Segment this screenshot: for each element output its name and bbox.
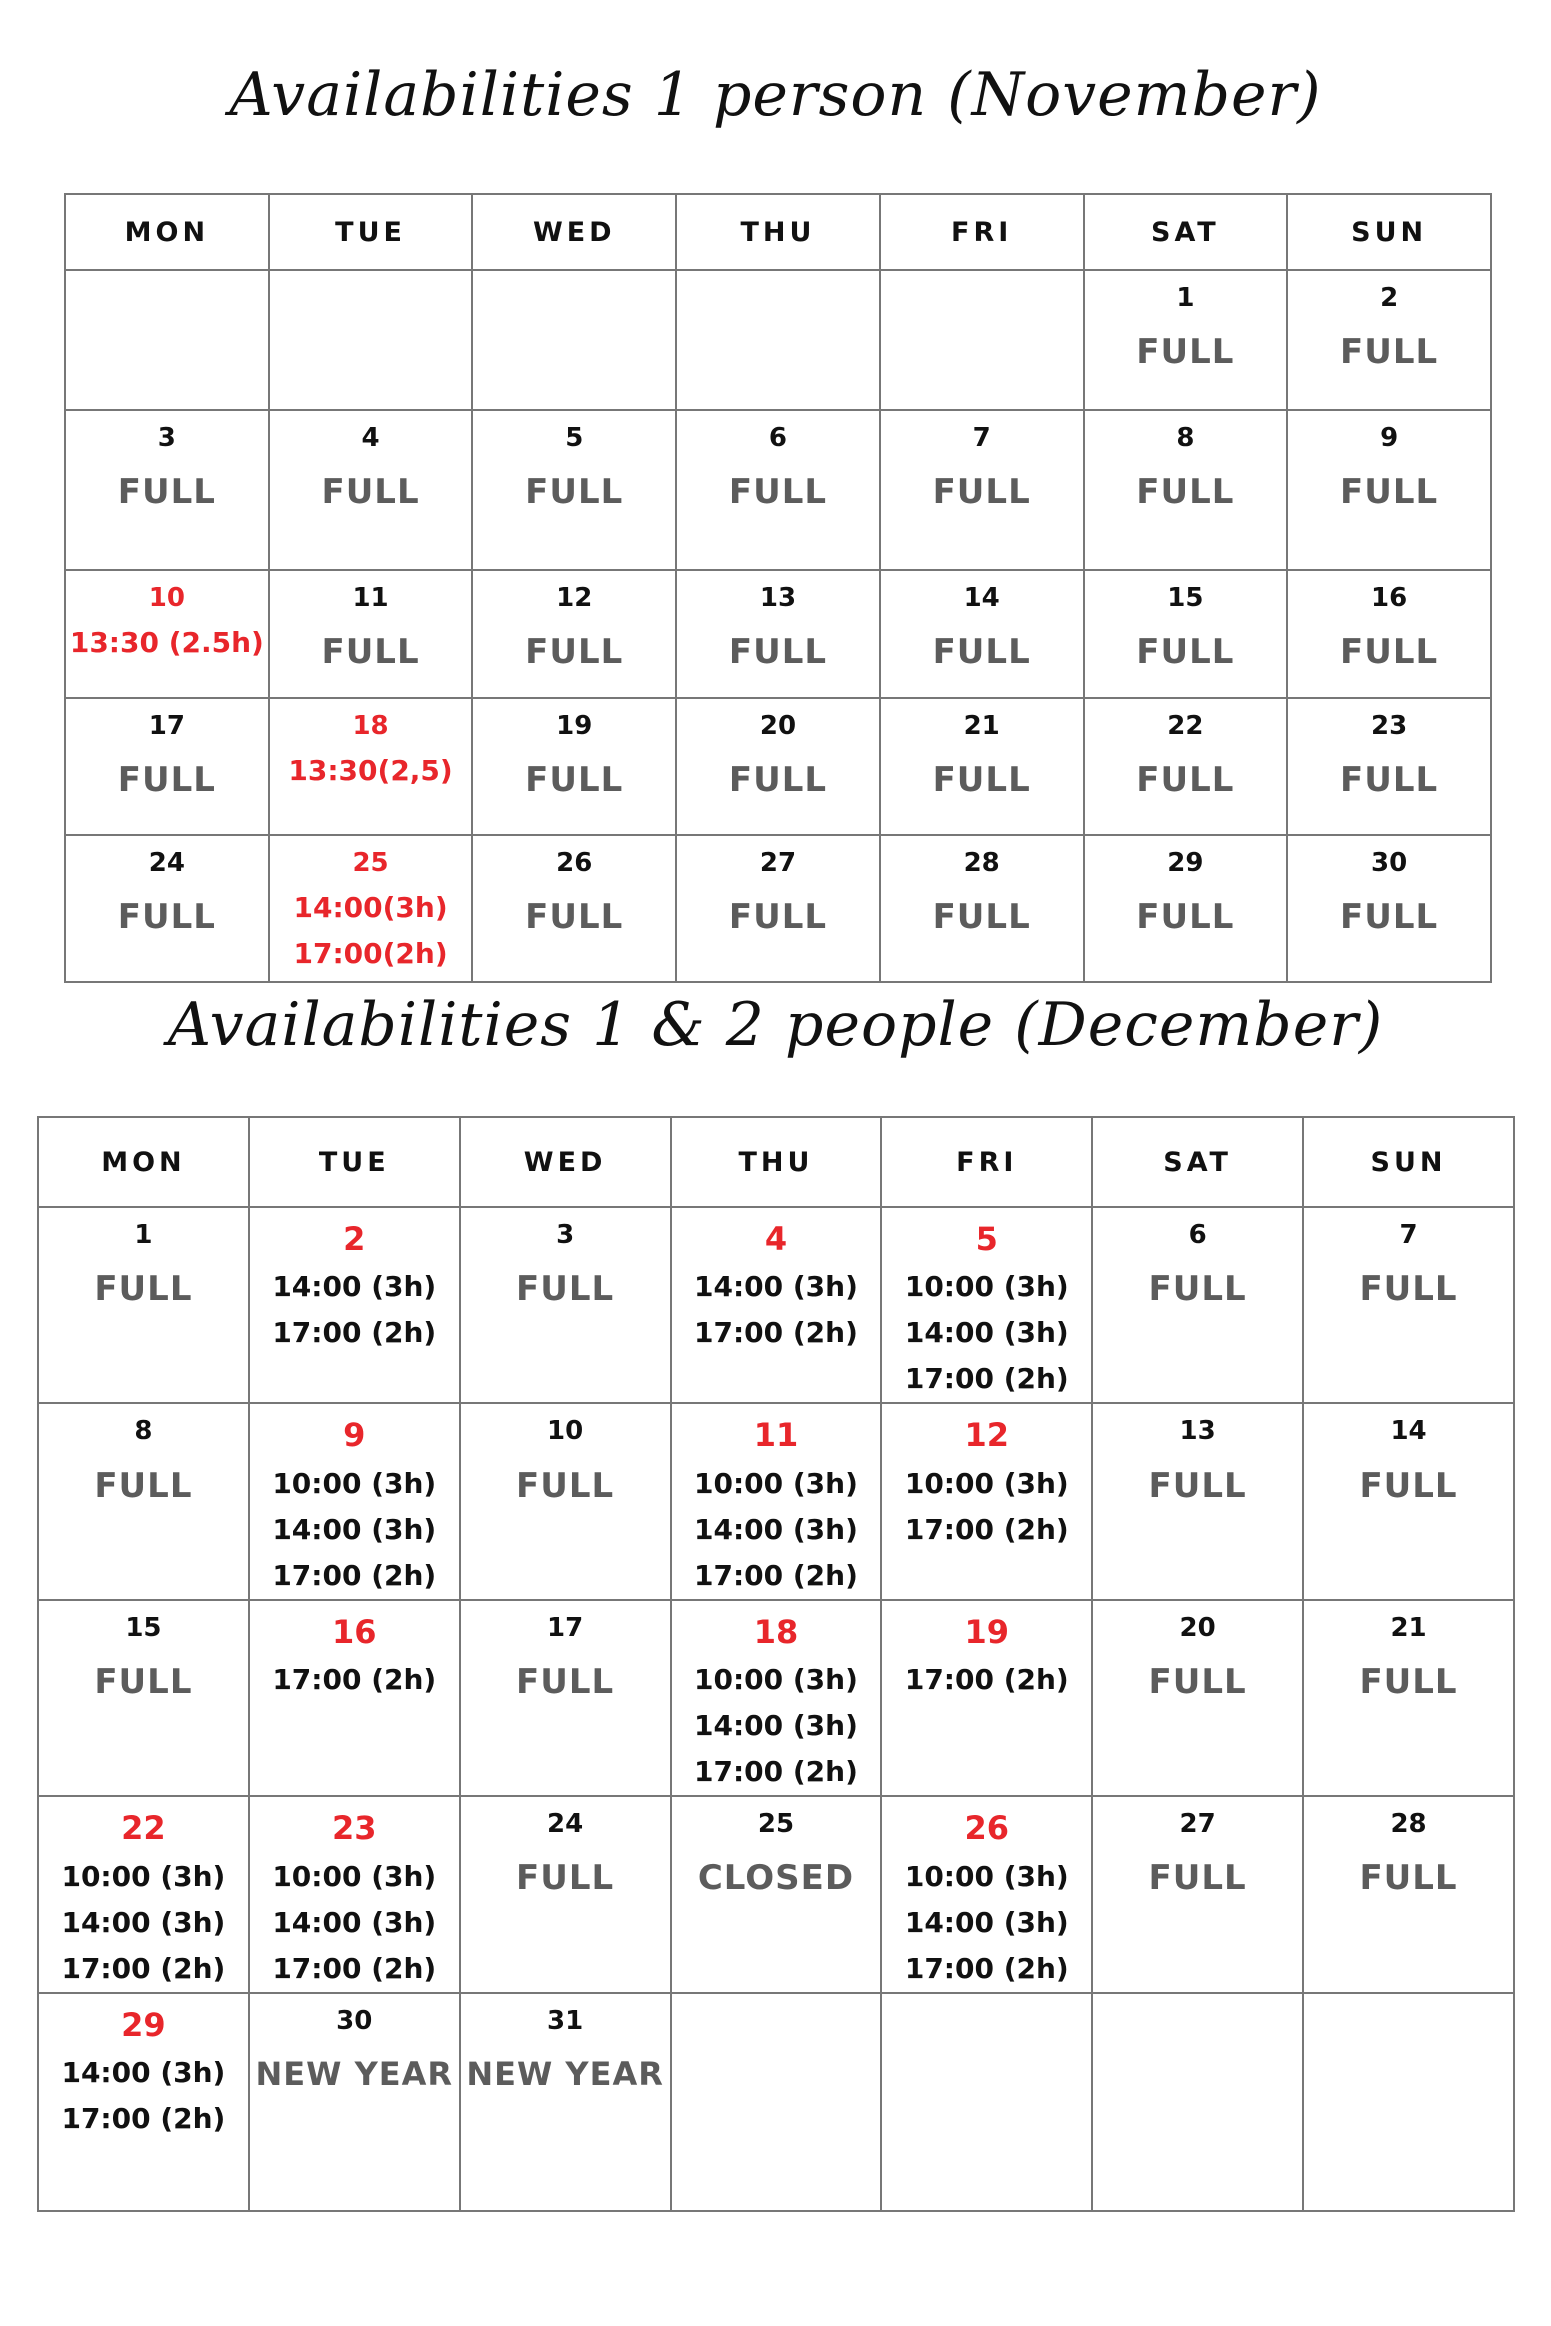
day-cell bbox=[269, 698, 473, 835]
week-row bbox=[65, 410, 1491, 570]
day-number: 20 bbox=[759, 711, 797, 741]
empty-day-cell bbox=[65, 270, 269, 410]
time-slot: 10:00 (3h) bbox=[904, 1466, 1069, 1500]
availability-status: FULL bbox=[525, 632, 624, 673]
availability-status: FULL bbox=[94, 1465, 193, 1506]
day-cell bbox=[880, 570, 1084, 698]
availability-status: FULL bbox=[1148, 1269, 1247, 1310]
day-cell bbox=[249, 1207, 460, 1403]
time-slot: 14:00 (3h) bbox=[904, 1316, 1069, 1350]
day-number: 19 bbox=[964, 1612, 1010, 1651]
day-number: 5 bbox=[975, 1220, 998, 1258]
availability-status: FULL bbox=[525, 760, 624, 801]
day-cell bbox=[671, 1600, 882, 1796]
availability-status: FULL bbox=[1359, 1858, 1458, 1899]
day-cell bbox=[881, 1207, 1092, 1403]
time-slot: 14:00 (3h) bbox=[904, 1905, 1069, 1939]
day-number: 10 bbox=[148, 583, 185, 613]
availability-status: FULL bbox=[932, 897, 1031, 938]
time-slot: 14:00 (3h) bbox=[694, 1512, 858, 1546]
day-number: 7 bbox=[972, 423, 991, 453]
week-row bbox=[65, 270, 1491, 410]
availability-status: FULL bbox=[1136, 760, 1235, 801]
day-cell bbox=[1303, 1403, 1514, 1599]
weekday-header: FRI bbox=[880, 194, 1084, 270]
day-number: 15 bbox=[1167, 583, 1204, 613]
day-cell bbox=[472, 570, 676, 698]
day-cell bbox=[460, 1796, 671, 1992]
time-slot: 17:00 (2h) bbox=[272, 1558, 437, 1592]
time-slot: 14:00 (3h) bbox=[272, 1905, 437, 1939]
day-number: 4 bbox=[764, 1220, 788, 1258]
time-slot-list bbox=[250, 1461, 459, 1599]
day-cell bbox=[1084, 570, 1288, 698]
availability-status: FULL bbox=[1148, 1661, 1247, 1702]
day-cell bbox=[65, 410, 269, 570]
time-slot: 14:00 (3h) bbox=[272, 1512, 437, 1546]
day-cell bbox=[1287, 835, 1491, 982]
day-number: 6 bbox=[1188, 1220, 1207, 1250]
availability-status: FULL bbox=[1148, 1465, 1247, 1506]
day-cell bbox=[1287, 570, 1491, 698]
time-slot: 17:00 (2h) bbox=[904, 1663, 1069, 1697]
time-slot-list bbox=[672, 1461, 881, 1599]
week-row bbox=[38, 1796, 1514, 1992]
time-slot: 14:00 (3h) bbox=[272, 1270, 437, 1304]
time-slot-list bbox=[250, 1264, 459, 1356]
time-slot: 17:00 (2h) bbox=[61, 1951, 226, 1985]
day-number: 1 bbox=[1176, 283, 1195, 313]
day-cell bbox=[38, 1403, 249, 1599]
day-number: 2 bbox=[343, 1220, 366, 1258]
availability-status: FULL bbox=[1359, 1465, 1458, 1506]
day-number: 30 bbox=[1371, 848, 1408, 878]
weekday-header: MON bbox=[38, 1117, 249, 1207]
day-cell bbox=[1303, 1207, 1514, 1403]
day-number: 23 bbox=[332, 1809, 377, 1848]
day-cell bbox=[65, 698, 269, 835]
availability-status: FULL bbox=[1340, 332, 1439, 373]
day-number: 19 bbox=[556, 711, 593, 741]
availability-status: FULL bbox=[932, 760, 1031, 801]
december-calendar bbox=[37, 1116, 1515, 2212]
availability-status: FULL bbox=[525, 897, 624, 938]
day-cell bbox=[1084, 835, 1288, 982]
availability-status: FULL bbox=[1136, 472, 1235, 513]
day-cell bbox=[38, 1600, 249, 1796]
day-cell bbox=[880, 698, 1084, 835]
time-slot: 17:00 (2h) bbox=[694, 1558, 858, 1592]
day-cell bbox=[881, 1600, 1092, 1796]
day-cell bbox=[65, 835, 269, 982]
day-number: 25 bbox=[757, 1809, 795, 1840]
time-slot-list bbox=[250, 1854, 459, 1992]
day-number: 22 bbox=[1167, 711, 1204, 741]
availability-status: FULL bbox=[516, 1858, 615, 1899]
week-row bbox=[38, 1993, 1514, 2211]
weekday-header: WED bbox=[472, 194, 676, 270]
day-number: 14 bbox=[963, 583, 1000, 613]
day-number: 26 bbox=[964, 1809, 1010, 1848]
day-cell bbox=[269, 570, 473, 698]
day-number: 12 bbox=[964, 1416, 1010, 1455]
day-cell bbox=[38, 1207, 249, 1403]
weekday-header: THU bbox=[676, 194, 880, 270]
day-cell bbox=[1092, 1207, 1303, 1403]
availability-status: FULL bbox=[117, 760, 216, 801]
time-slot: 17:00 (2h) bbox=[904, 1951, 1069, 1985]
day-number: 5 bbox=[565, 423, 584, 453]
day-cell bbox=[472, 410, 676, 570]
weekday-header: FRI bbox=[881, 1117, 1092, 1207]
day-cell bbox=[1092, 1403, 1303, 1599]
day-number: 27 bbox=[1179, 1809, 1216, 1840]
week-row bbox=[65, 570, 1491, 698]
weekday-header: WED bbox=[460, 1117, 671, 1207]
time-slot: 10:00 (3h) bbox=[694, 1663, 858, 1697]
time-slot-list bbox=[882, 1657, 1091, 1703]
day-cell bbox=[460, 1600, 671, 1796]
availability-status: FULL bbox=[1136, 632, 1235, 673]
time-slot: 10:00 (3h) bbox=[272, 1859, 437, 1893]
weekday-header: SAT bbox=[1092, 1117, 1303, 1207]
day-number: 7 bbox=[1399, 1220, 1418, 1250]
week-row bbox=[38, 1403, 1514, 1599]
day-number: 6 bbox=[768, 423, 787, 453]
day-cell bbox=[249, 1600, 460, 1796]
day-cell bbox=[1084, 270, 1288, 410]
day-number: 3 bbox=[157, 423, 176, 453]
day-cell bbox=[676, 698, 880, 835]
day-number: 4 bbox=[361, 423, 380, 453]
day-number: 29 bbox=[121, 2005, 166, 2044]
availability-status: FULL bbox=[1340, 760, 1439, 801]
availability-status: FULL bbox=[932, 472, 1031, 513]
day-cell bbox=[1287, 410, 1491, 570]
day-number: 13 bbox=[1179, 1416, 1216, 1447]
day-cell bbox=[38, 1993, 249, 2211]
november-calendar bbox=[64, 193, 1492, 983]
day-number: 9 bbox=[1380, 423, 1399, 453]
day-number: 18 bbox=[352, 711, 389, 741]
time-slot: 17:00 (2h) bbox=[272, 1663, 437, 1697]
day-number: 13 bbox=[759, 583, 797, 613]
day-number: 28 bbox=[1390, 1809, 1427, 1840]
day-cell bbox=[249, 1403, 460, 1599]
availability-status: FULL bbox=[1136, 332, 1235, 373]
week-row bbox=[38, 1207, 1514, 1403]
time-slot: 14:00(3h) bbox=[293, 891, 448, 925]
availability-status: FULL bbox=[1340, 632, 1439, 673]
time-slot-list bbox=[270, 748, 472, 794]
time-slot: 17:00 (2h) bbox=[272, 1951, 437, 1985]
time-slot: 17:00 (2h) bbox=[694, 1755, 858, 1789]
availability-status: CLOSED bbox=[697, 1858, 855, 1899]
time-slot: 10:00 (3h) bbox=[694, 1466, 858, 1500]
day-number: 20 bbox=[1179, 1612, 1216, 1643]
empty-day-cell bbox=[1092, 1993, 1303, 2211]
availability-status: FULL bbox=[728, 632, 828, 673]
day-cell bbox=[1092, 1796, 1303, 1992]
time-slot: 14:00 (3h) bbox=[694, 1270, 858, 1304]
day-cell bbox=[1303, 1600, 1514, 1796]
day-number: 21 bbox=[1390, 1612, 1427, 1643]
weekday-header: SUN bbox=[1303, 1117, 1514, 1207]
availability-status: FULL bbox=[728, 472, 828, 513]
time-slot-list bbox=[66, 620, 268, 666]
time-slot-list bbox=[39, 2050, 248, 2142]
time-slot-list bbox=[882, 1264, 1091, 1402]
time-slot: 17:00 (2h) bbox=[272, 1316, 437, 1350]
week-row bbox=[38, 1600, 1514, 1796]
day-number: 17 bbox=[148, 711, 185, 741]
day-cell bbox=[1084, 698, 1288, 835]
november-title: Availabilities 1 person (November) bbox=[229, 60, 1322, 130]
weekday-header: SAT bbox=[1084, 194, 1288, 270]
day-cell bbox=[880, 835, 1084, 982]
empty-day-cell bbox=[671, 1993, 882, 2211]
availability-status: NEW YEAR bbox=[466, 2054, 664, 2093]
weekday-header: TUE bbox=[249, 1117, 460, 1207]
day-cell bbox=[472, 835, 676, 982]
empty-day-cell bbox=[472, 270, 676, 410]
day-cell bbox=[676, 570, 880, 698]
day-number: 16 bbox=[1371, 583, 1408, 613]
availability-status: FULL bbox=[117, 472, 216, 513]
time-slot-list bbox=[270, 885, 472, 977]
day-cell bbox=[676, 410, 880, 570]
day-cell bbox=[1287, 270, 1491, 410]
day-number: 29 bbox=[1167, 848, 1204, 878]
time-slot: 17:00 (2h) bbox=[61, 2101, 226, 2135]
time-slot: 14:00 (3h) bbox=[61, 1905, 226, 1939]
day-number: 14 bbox=[1390, 1416, 1427, 1447]
time-slot: 17:00 (2h) bbox=[904, 1362, 1069, 1396]
availability-status: FULL bbox=[1136, 897, 1235, 938]
day-number: 27 bbox=[759, 848, 797, 878]
availability-status: FULL bbox=[932, 632, 1031, 673]
availability-status: FULL bbox=[94, 1269, 193, 1310]
day-number: 8 bbox=[134, 1416, 153, 1447]
day-number: 17 bbox=[547, 1612, 584, 1643]
empty-day-cell bbox=[881, 1993, 1092, 2211]
weekday-header-row bbox=[38, 1117, 1514, 1207]
day-number: 15 bbox=[125, 1612, 162, 1643]
day-number: 1 bbox=[134, 1220, 153, 1250]
empty-day-cell bbox=[1303, 1993, 1514, 2211]
time-slot: 10:00 (3h) bbox=[272, 1466, 437, 1500]
time-slot: 14:00 (3h) bbox=[61, 2055, 226, 2089]
day-cell bbox=[671, 1403, 882, 1599]
day-cell bbox=[671, 1207, 882, 1403]
weekday-header: SUN bbox=[1287, 194, 1491, 270]
empty-day-cell bbox=[880, 270, 1084, 410]
time-slot: 13:30 (2.5h) bbox=[69, 626, 264, 660]
day-cell bbox=[269, 835, 473, 982]
availability-status: FULL bbox=[1340, 897, 1439, 938]
day-number: 11 bbox=[352, 583, 389, 613]
day-number: 12 bbox=[556, 583, 593, 613]
day-number: 16 bbox=[332, 1612, 377, 1651]
weekday-header: TUE bbox=[269, 194, 473, 270]
time-slot-list bbox=[250, 1657, 459, 1703]
availability-status: FULL bbox=[728, 760, 828, 801]
day-cell bbox=[38, 1796, 249, 1992]
day-number: 11 bbox=[753, 1416, 799, 1455]
day-cell bbox=[671, 1796, 882, 1992]
day-number: 18 bbox=[753, 1612, 799, 1651]
day-number: 30 bbox=[336, 2005, 373, 2036]
day-number: 2 bbox=[1380, 283, 1399, 313]
day-cell bbox=[460, 1993, 671, 2211]
day-number: 3 bbox=[556, 1220, 575, 1250]
day-number: 24 bbox=[547, 1809, 584, 1840]
day-cell bbox=[472, 698, 676, 835]
availability-status: NEW YEAR bbox=[255, 2054, 454, 2093]
availability-status: FULL bbox=[516, 1465, 615, 1506]
availability-status: FULL bbox=[1340, 472, 1439, 513]
availability-status: FULL bbox=[516, 1661, 615, 1702]
day-cell bbox=[460, 1403, 671, 1599]
day-number: 23 bbox=[1371, 711, 1408, 741]
day-cell bbox=[1092, 1600, 1303, 1796]
day-cell bbox=[1084, 410, 1288, 570]
day-number: 28 bbox=[963, 848, 1000, 878]
availability-status: FULL bbox=[516, 1269, 615, 1310]
day-number: 9 bbox=[343, 1416, 366, 1455]
day-number: 31 bbox=[547, 2005, 584, 2036]
day-number: 24 bbox=[148, 848, 185, 878]
day-number: 10 bbox=[547, 1416, 584, 1447]
day-cell bbox=[249, 1796, 460, 1992]
time-slot-list bbox=[882, 1461, 1091, 1553]
time-slot: 13:30(2,5) bbox=[288, 754, 453, 788]
day-cell bbox=[881, 1403, 1092, 1599]
time-slot: 10:00 (3h) bbox=[61, 1859, 226, 1893]
day-number: 25 bbox=[352, 848, 389, 878]
availability-status: FULL bbox=[1359, 1269, 1458, 1310]
availability-status: FULL bbox=[525, 472, 624, 513]
day-cell bbox=[676, 835, 880, 982]
time-slot: 17:00 (2h) bbox=[694, 1316, 858, 1350]
day-cell bbox=[249, 1993, 460, 2211]
time-slot: 17:00(2h) bbox=[293, 937, 448, 971]
availability-status: FULL bbox=[321, 632, 420, 673]
availability-status: FULL bbox=[1148, 1858, 1247, 1899]
day-number: 26 bbox=[556, 848, 593, 878]
time-slot-list bbox=[672, 1657, 881, 1795]
time-slot: 10:00 (3h) bbox=[904, 1270, 1069, 1304]
day-cell bbox=[880, 410, 1084, 570]
time-slot: 10:00 (3h) bbox=[904, 1859, 1069, 1893]
weekday-header-row bbox=[65, 194, 1491, 270]
day-cell bbox=[65, 570, 269, 698]
empty-day-cell bbox=[269, 270, 473, 410]
availability-status: FULL bbox=[94, 1661, 193, 1702]
day-cell bbox=[460, 1207, 671, 1403]
time-slot: 14:00 (3h) bbox=[694, 1709, 858, 1743]
weekday-header: THU bbox=[671, 1117, 882, 1207]
availability-status: FULL bbox=[117, 897, 216, 938]
day-number: 21 bbox=[963, 711, 1000, 741]
day-cell bbox=[881, 1796, 1092, 1992]
availability-status: FULL bbox=[1359, 1661, 1458, 1702]
time-slot-list bbox=[672, 1264, 881, 1356]
weekday-header: MON bbox=[65, 194, 269, 270]
week-row bbox=[65, 698, 1491, 835]
time-slot-list bbox=[882, 1854, 1091, 1992]
availability-status: FULL bbox=[728, 897, 828, 938]
day-cell bbox=[269, 410, 473, 570]
time-slot-list bbox=[39, 1854, 248, 1992]
time-slot: 17:00 (2h) bbox=[904, 1512, 1069, 1546]
week-row bbox=[65, 835, 1491, 982]
day-number: 8 bbox=[1176, 423, 1195, 453]
december-title: Availabilities 1 & 2 people (December) bbox=[167, 990, 1384, 1060]
availability-status: FULL bbox=[321, 472, 420, 513]
day-number: 22 bbox=[121, 1809, 166, 1848]
day-cell bbox=[1303, 1796, 1514, 1992]
empty-day-cell bbox=[676, 270, 880, 410]
day-cell bbox=[1287, 698, 1491, 835]
